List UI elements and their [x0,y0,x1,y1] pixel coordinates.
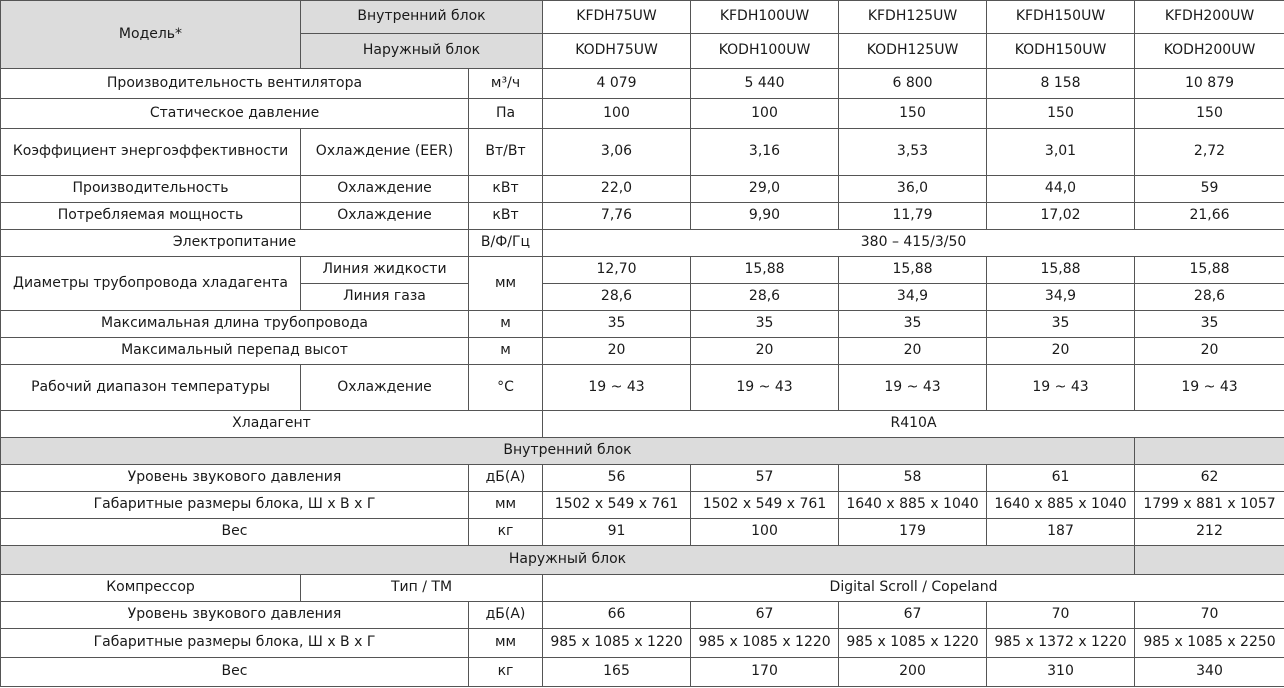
row-label: Электропитание [1,230,469,257]
cell-value: 19 ~ 43 [691,365,839,411]
row-unit: дБ(А) [469,602,543,629]
indoor-model: KFDH200UW [1135,1,1284,34]
table-row [1,575,1284,602]
row-unit: В/Ф/Гц [469,230,543,257]
cell-value: 150 [1135,99,1284,129]
cell-value: 28,6 [543,284,691,311]
row-label: Вес [1,658,469,687]
cell-value: 100 [691,519,839,546]
row-label: Хладагент [1,411,543,438]
cell-value: 6 800 [839,69,987,99]
table-row [1,519,1284,546]
cell-value: 179 [839,519,987,546]
cell-value: 15,88 [691,257,839,284]
table-row [1,99,1284,129]
cell-value: 5 440 [691,69,839,99]
cell-value: 2,72 [1135,129,1284,176]
cell-value-merged: R410A [543,411,1284,438]
row-label: Производительность [1,176,301,203]
cell-value: 3,06 [543,129,691,176]
cell-value: 20 [839,338,987,365]
table-row [1,411,1284,438]
row-sublabel: Линия жидкости [301,257,469,284]
header-row-indoor [1,1,1284,34]
row-label: Коэффициент энергоэффективности [1,129,301,176]
cell-value: 34,9 [839,284,987,311]
cell-value-merged: Digital Scroll / Copeland [543,575,1284,602]
cell-value: 58 [839,465,987,492]
row-unit: мм [469,629,543,658]
cell-value: 20 [543,338,691,365]
row-sublabel: Охлаждение (EER) [301,129,469,176]
row-unit: м³/ч [469,69,543,99]
cell-value: 150 [987,99,1135,129]
outdoor-model: KODH200UW [1135,34,1284,69]
outdoor-label: Наружный блок [301,34,543,69]
row-sublabel: Тип / ТМ [301,575,543,602]
cell-value: 3,01 [987,129,1135,176]
indoor-model: KFDH75UW [543,1,691,34]
indoor-model: KFDH125UW [839,1,987,34]
cell-value: 11,79 [839,203,987,230]
row-label: Вес [1,519,469,546]
cell-value: 34,9 [987,284,1135,311]
row-label: Габаритные размеры блока, Ш х В х Г [1,492,469,519]
cell-value: 1502 x 549 x 761 [543,492,691,519]
cell-value: 62 [1135,465,1284,492]
cell-value: 20 [691,338,839,365]
row-label: Максимальный перепад высот [1,338,469,365]
table-row [1,465,1284,492]
cell-value: 1799 x 881 x 1057 [1135,492,1284,519]
row-unit: дБ(А) [469,465,543,492]
table-row [1,203,1284,230]
row-label: Рабочий диапазон температуры [1,365,301,411]
row-label: Статическое давление [1,99,469,129]
cell-value: 35 [543,311,691,338]
cell-value: 187 [987,519,1135,546]
row-label: Уровень звукового давления [1,465,469,492]
cell-value: 1640 x 885 x 1040 [987,492,1135,519]
row-unit: кг [469,519,543,546]
cell-value: 165 [543,658,691,687]
cell-value: 212 [1135,519,1284,546]
cell-value: 70 [1135,602,1284,629]
cell-value: 100 [543,99,691,129]
cell-value: 170 [691,658,839,687]
cell-value: 310 [987,658,1135,687]
row-label: Потребляемая мощность [1,203,301,230]
table-row [1,658,1284,687]
cell-value: 36,0 [839,176,987,203]
indoor-model: KFDH100UW [691,1,839,34]
section-header-outdoor [1,546,1284,575]
cell-value: 985 x 1085 x 1220 [691,629,839,658]
cell-value: 59 [1135,176,1284,203]
cell-value-merged: 380 – 415/3/50 [543,230,1284,257]
cell-value: 9,90 [691,203,839,230]
row-label: Компрессор [1,575,301,602]
section-title: Наружный блок [1,546,1135,575]
cell-value: 66 [543,602,691,629]
table-row [1,257,1284,284]
table-row [1,602,1284,629]
row-label: Уровень звукового давления [1,602,469,629]
cell-value: 20 [987,338,1135,365]
cell-value: 15,88 [839,257,987,284]
cell-value: 19 ~ 43 [987,365,1135,411]
row-unit: Вт/Вт [469,129,543,176]
row-unit: кг [469,658,543,687]
row-sublabel: Линия газа [301,284,469,311]
cell-value: 15,88 [1135,257,1284,284]
cell-value: 19 ~ 43 [543,365,691,411]
cell-value: 35 [691,311,839,338]
indoor-model: KFDH150UW [987,1,1135,34]
cell-value: 20 [1135,338,1284,365]
row-unit: м [469,311,543,338]
table-row [1,176,1284,203]
cell-value: 3,53 [839,129,987,176]
table-row [1,365,1284,411]
table-row [1,311,1284,338]
table-row [1,129,1284,176]
row-unit: Па [469,99,543,129]
section-header-indoor [1,438,1284,465]
row-sublabel: Охлаждение [301,176,469,203]
cell-value: 19 ~ 43 [1135,365,1284,411]
model-label: Модель* [1,1,301,69]
cell-value: 985 x 1085 x 1220 [543,629,691,658]
cell-value: 35 [987,311,1135,338]
row-sublabel: Охлаждение [301,365,469,411]
section-empty-cell [1135,438,1284,465]
outdoor-model: KODH100UW [691,34,839,69]
cell-value: 985 x 1372 x 1220 [987,629,1135,658]
cell-value: 22,0 [543,176,691,203]
cell-value: 19 ~ 43 [839,365,987,411]
cell-value: 4 079 [543,69,691,99]
table-row [1,629,1284,658]
row-unit: °C [469,365,543,411]
cell-value: 10 879 [1135,69,1284,99]
section-empty-cell [1135,546,1284,575]
row-unit: кВт [469,203,543,230]
row-label: Максимальная длина трубопровода [1,311,469,338]
row-unit: мм [469,257,543,311]
cell-value: 15,88 [987,257,1135,284]
cell-value: 200 [839,658,987,687]
cell-value: 340 [1135,658,1284,687]
outdoor-model: KODH75UW [543,34,691,69]
cell-value: 7,76 [543,203,691,230]
outdoor-model: KODH125UW [839,34,987,69]
indoor-label: Внутренний блок [301,1,543,34]
outdoor-model: KODH150UW [987,34,1135,69]
cell-value: 29,0 [691,176,839,203]
cell-value: 150 [839,99,987,129]
row-unit: мм [469,492,543,519]
row-label: Габаритные размеры блока, Ш х В х Г [1,629,469,658]
row-sublabel: Охлаждение [301,203,469,230]
cell-value: 67 [839,602,987,629]
cell-value: 17,02 [987,203,1135,230]
cell-value: 985 x 1085 x 1220 [839,629,987,658]
cell-value: 56 [543,465,691,492]
cell-value: 70 [987,602,1135,629]
cell-value: 44,0 [987,176,1135,203]
cell-value: 28,6 [1135,284,1284,311]
row-unit: кВт [469,176,543,203]
cell-value: 28,6 [691,284,839,311]
cell-value: 985 x 1085 x 2250 [1135,629,1284,658]
cell-value: 1502 x 549 x 761 [691,492,839,519]
cell-value: 35 [1135,311,1284,338]
row-label: Производительность вентилятора [1,69,469,99]
cell-value: 8 158 [987,69,1135,99]
cell-value: 67 [691,602,839,629]
cell-value: 35 [839,311,987,338]
table-row [1,230,1284,257]
cell-value: 57 [691,465,839,492]
cell-value: 21,66 [1135,203,1284,230]
cell-value: 61 [987,465,1135,492]
cell-value: 12,70 [543,257,691,284]
cell-value: 100 [691,99,839,129]
table-row [1,338,1284,365]
cell-value: 91 [543,519,691,546]
table-row [1,69,1284,99]
table-row [1,492,1284,519]
cell-value: 3,16 [691,129,839,176]
row-label: Диаметры трубопровода хладагента [1,257,301,311]
row-unit: м [469,338,543,365]
section-title: Внутренний блок [1,438,1135,465]
cell-value: 1640 x 885 x 1040 [839,492,987,519]
